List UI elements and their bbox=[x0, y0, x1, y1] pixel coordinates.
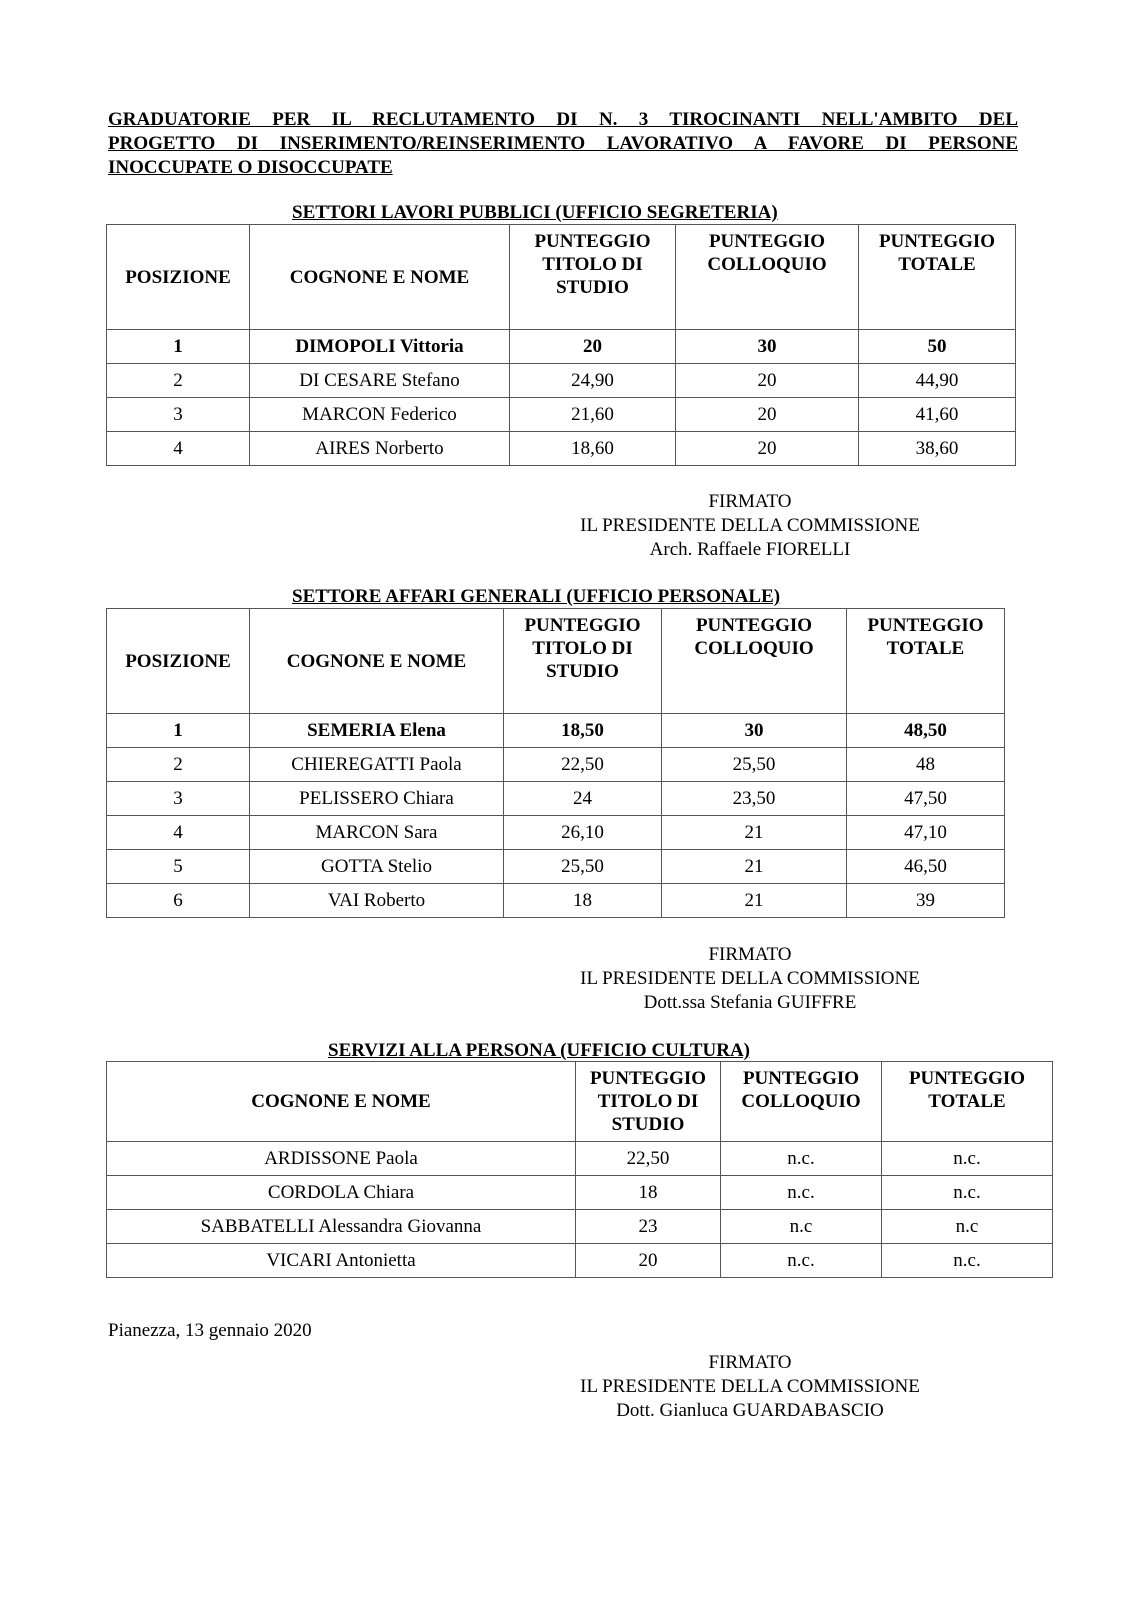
cell-colloquio: n.c. bbox=[721, 1142, 882, 1176]
cell-nome: DI CESARE Stefano bbox=[250, 364, 510, 398]
cell-totale: 41,60 bbox=[859, 398, 1016, 432]
signature-block-lavori-pubblici bbox=[560, 490, 940, 562]
header-posizione: POSIZIONE bbox=[107, 225, 250, 330]
cell-titolo: 20 bbox=[510, 330, 676, 364]
header-punteggio-colloquio: PUNTEGGIO COLLOQUIO bbox=[662, 609, 847, 714]
cell-colloquio: 21 bbox=[662, 816, 847, 850]
cell-titolo: 18 bbox=[504, 884, 662, 918]
signature-role: IL PRESIDENTE DELLA COMMISSIONE bbox=[580, 515, 920, 536]
cell-nome: GOTTA Stelio bbox=[250, 850, 504, 884]
cell-nome: VAI Roberto bbox=[250, 884, 504, 918]
table-row bbox=[107, 816, 1005, 850]
cell-titolo: 23 bbox=[576, 1210, 721, 1244]
cell-nome: CORDOLA Chiara bbox=[107, 1176, 576, 1210]
cell-totale: 44,90 bbox=[859, 364, 1016, 398]
header-punteggio-totale: PUNTEGGIO TOTALE bbox=[847, 609, 1005, 714]
cell-titolo: 22,50 bbox=[576, 1142, 721, 1176]
cell-posizione: 2 bbox=[107, 748, 250, 782]
header-cognome-nome: COGNONE E NOME bbox=[250, 225, 510, 330]
table-row bbox=[107, 1142, 1053, 1176]
table-row bbox=[107, 1210, 1053, 1244]
cell-totale: 50 bbox=[859, 330, 1016, 364]
ranking-table-servizi-persona bbox=[106, 1061, 1053, 1278]
table-header-row bbox=[107, 225, 1016, 330]
cell-nome: MARCON Federico bbox=[250, 398, 510, 432]
signature-firmato: FIRMATO bbox=[708, 1352, 792, 1373]
cell-nome: CHIEREGATTI Paola bbox=[250, 748, 504, 782]
cell-totale: n.c. bbox=[882, 1142, 1053, 1176]
header-punteggio-titolo: PUNTEGGIO TITOLO DI STUDIO bbox=[504, 609, 662, 714]
header-punteggio-titolo: PUNTEGGIO TITOLO DI STUDIO bbox=[510, 225, 676, 330]
cell-titolo: 18,60 bbox=[510, 432, 676, 466]
cell-nome: ARDISSONE Paola bbox=[107, 1142, 576, 1176]
cell-colloquio: 30 bbox=[662, 714, 847, 748]
signature-role: IL PRESIDENTE DELLA COMMISSIONE bbox=[580, 1376, 920, 1397]
table-row bbox=[107, 398, 1016, 432]
table-row bbox=[107, 884, 1005, 918]
cell-colloquio: 25,50 bbox=[662, 748, 847, 782]
signature-role: IL PRESIDENTE DELLA COMMISSIONE bbox=[580, 968, 920, 989]
header-punteggio-totale: PUNTEGGIO TOTALE bbox=[882, 1062, 1053, 1142]
cell-totale: 38,60 bbox=[859, 432, 1016, 466]
cell-totale: 47,10 bbox=[847, 816, 1005, 850]
cell-nome: SABBATELLI Alessandra Giovanna bbox=[107, 1210, 576, 1244]
table-row bbox=[107, 1244, 1053, 1278]
header-punteggio-colloquio: PUNTEGGIO COLLOQUIO bbox=[676, 225, 859, 330]
cell-nome: SEMERIA Elena bbox=[250, 714, 504, 748]
cell-titolo: 22,50 bbox=[504, 748, 662, 782]
table-row bbox=[107, 782, 1005, 816]
signature-block-servizi-persona bbox=[560, 1351, 940, 1423]
cell-colloquio: 21 bbox=[662, 884, 847, 918]
ranking-table-lavori-pubblici bbox=[106, 224, 1016, 466]
cell-totale: 48,50 bbox=[847, 714, 1005, 748]
cell-posizione: 2 bbox=[107, 364, 250, 398]
table-row bbox=[107, 714, 1005, 748]
cell-nome: MARCON Sara bbox=[250, 816, 504, 850]
cell-titolo: 21,60 bbox=[510, 398, 676, 432]
cell-totale: 39 bbox=[847, 884, 1005, 918]
title-line: PROGETTO DI INSERIMENTO/REINSERIMENTO LAVORATIVO A FAVORE DI PERSONE bbox=[108, 133, 1018, 154]
signature-name: Dott. Gianluca GUARDABASCIO bbox=[616, 1400, 884, 1421]
table-header-row bbox=[107, 609, 1005, 714]
section-title-servizi-persona: SERVIZI ALLA PERSONA (UFFICIO CULTURA) bbox=[328, 1040, 750, 1061]
cell-titolo: 24 bbox=[504, 782, 662, 816]
cell-totale: n.c. bbox=[882, 1176, 1053, 1210]
cell-posizione: 5 bbox=[107, 850, 250, 884]
cell-titolo: 18 bbox=[576, 1176, 721, 1210]
cell-posizione: 6 bbox=[107, 884, 250, 918]
cell-colloquio: 23,50 bbox=[662, 782, 847, 816]
title-line: INOCCUPATE O DISOCCUPATE bbox=[108, 157, 393, 178]
signature-name: Arch. Raffaele FIORELLI bbox=[649, 539, 851, 560]
table-row bbox=[107, 330, 1016, 364]
cell-posizione: 3 bbox=[107, 398, 250, 432]
section-title-affari-generali: SETTORE AFFARI GENERALI (UFFICIO PERSONALE) bbox=[292, 586, 781, 607]
cell-nome: AIRES Norberto bbox=[250, 432, 510, 466]
cell-titolo: 20 bbox=[576, 1244, 721, 1278]
cell-nome: PELISSERO Chiara bbox=[250, 782, 504, 816]
table-row bbox=[107, 432, 1016, 466]
cell-totale: n.c. bbox=[882, 1244, 1053, 1278]
cell-colloquio: 21 bbox=[662, 850, 847, 884]
title-line: GRADUATORIE PER IL RECLUTAMENTO DI N. 3 TIROCINANTI NELL'AMBITO DEL bbox=[108, 109, 1018, 130]
signature-firmato: FIRMATO bbox=[708, 944, 792, 965]
cell-posizione: 1 bbox=[107, 714, 250, 748]
table-row bbox=[107, 364, 1016, 398]
signature-name: Dott.ssa Stefania GUIFFRE bbox=[643, 992, 857, 1013]
table-row bbox=[107, 748, 1005, 782]
cell-posizione: 4 bbox=[107, 432, 250, 466]
cell-colloquio: 20 bbox=[676, 432, 859, 466]
cell-colloquio: n.c. bbox=[721, 1244, 882, 1278]
header-punteggio-titolo: PUNTEGGIO TITOLO DI STUDIO bbox=[576, 1062, 721, 1142]
cell-colloquio: n.c. bbox=[721, 1176, 882, 1210]
cell-posizione: 3 bbox=[107, 782, 250, 816]
signature-firmato: FIRMATO bbox=[708, 491, 792, 512]
table-row bbox=[107, 1176, 1053, 1210]
cell-totale: 48 bbox=[847, 748, 1005, 782]
ranking-table-affari-generali bbox=[106, 608, 1005, 918]
cell-totale: 47,50 bbox=[847, 782, 1005, 816]
section-title-lavori-pubblici: SETTORI LAVORI PUBBLICI (UFFICIO SEGRETERIA) bbox=[292, 202, 778, 223]
cell-posizione: 1 bbox=[107, 330, 250, 364]
signature-block-affari-generali bbox=[560, 943, 940, 1015]
header-posizione: POSIZIONE bbox=[107, 609, 250, 714]
cell-colloquio: n.c bbox=[721, 1210, 882, 1244]
cell-totale: n.c bbox=[882, 1210, 1053, 1244]
cell-colloquio: 30 bbox=[676, 330, 859, 364]
cell-totale: 46,50 bbox=[847, 850, 1005, 884]
document-title bbox=[108, 108, 1018, 180]
header-cognome-nome: COGNONE E NOME bbox=[107, 1062, 576, 1142]
table-row bbox=[107, 850, 1005, 884]
cell-nome: DIMOPOLI Vittoria bbox=[250, 330, 510, 364]
header-punteggio-colloquio: PUNTEGGIO COLLOQUIO bbox=[721, 1062, 882, 1142]
header-punteggio-totale: PUNTEGGIO TOTALE bbox=[859, 225, 1016, 330]
cell-titolo: 24,90 bbox=[510, 364, 676, 398]
cell-colloquio: 20 bbox=[676, 398, 859, 432]
cell-titolo: 26,10 bbox=[504, 816, 662, 850]
cell-nome: VICARI Antonietta bbox=[107, 1244, 576, 1278]
cell-colloquio: 20 bbox=[676, 364, 859, 398]
cell-titolo: 25,50 bbox=[504, 850, 662, 884]
table-header-row bbox=[107, 1062, 1053, 1142]
cell-posizione: 4 bbox=[107, 816, 250, 850]
cell-titolo: 18,50 bbox=[504, 714, 662, 748]
header-cognome-nome: COGNONE E NOME bbox=[250, 609, 504, 714]
place-date: Pianezza, 13 gennaio 2020 bbox=[108, 1320, 312, 1341]
